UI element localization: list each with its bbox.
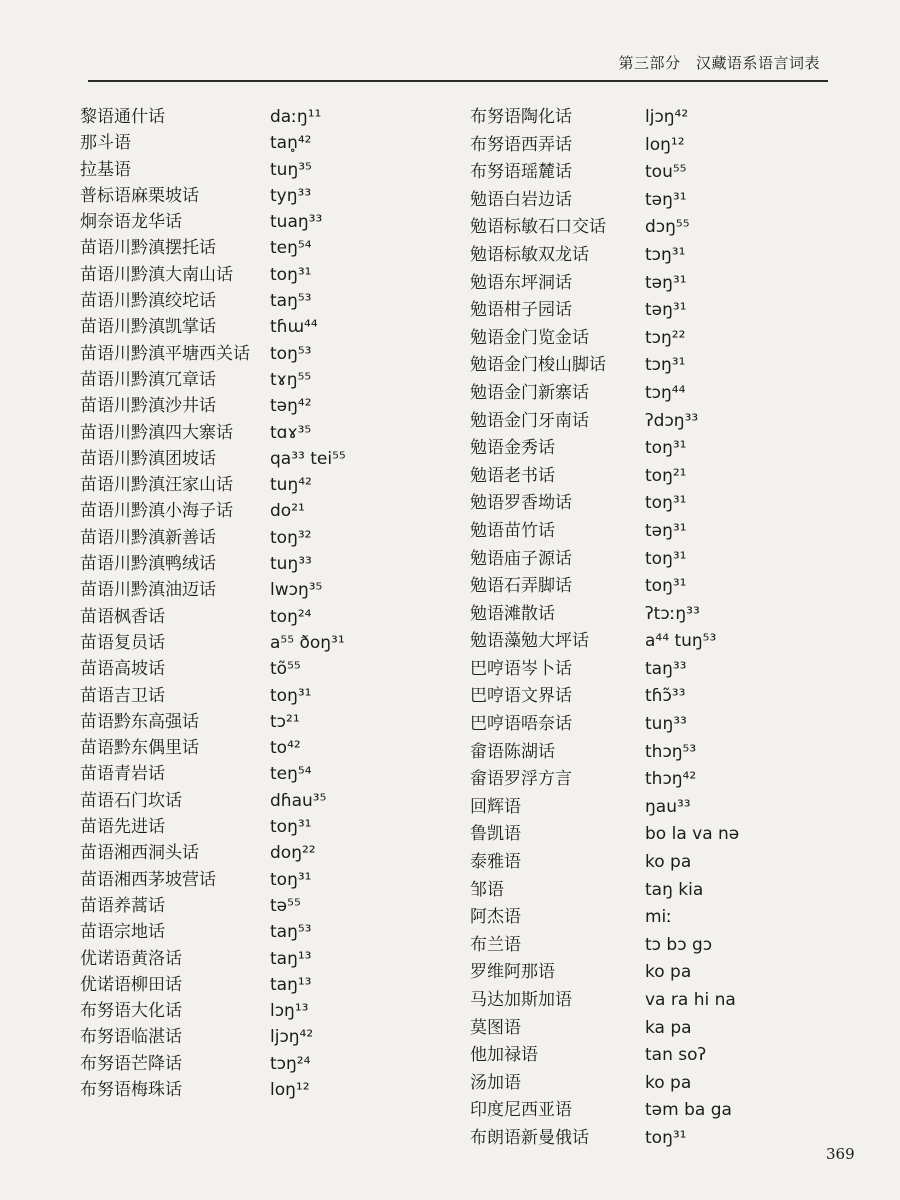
language-name: 苗语川黔滇小海子话 (80, 501, 233, 522)
ipa-transcription: toŋ³¹ (270, 685, 312, 706)
word-entry-row (80, 970, 440, 996)
word-entry-row (80, 339, 440, 365)
language-name: 勉语石弄脚话 (470, 576, 572, 597)
ipa-transcription: toŋ⁵³ (270, 343, 312, 364)
word-entry-row (470, 295, 830, 323)
language-name: 炯奈语龙华话 (80, 212, 182, 233)
language-name: 布努语大化话 (80, 1001, 182, 1022)
language-name: 苗语湘西茅坡营话 (80, 869, 216, 890)
language-name: 阿杰语 (470, 907, 521, 928)
ipa-transcription: taŋ¹³ (270, 948, 312, 969)
language-name: 苗语黔东偶里话 (80, 738, 199, 759)
language-name: 苗语先进话 (80, 817, 165, 838)
language-name: 泰雅语 (470, 852, 521, 873)
running-header: 第三部分 汉藏语系语言词表 (618, 54, 820, 72)
word-entry-row (470, 212, 830, 240)
language-name: 勉语金门梭山脚话 (470, 355, 606, 376)
ipa-transcription: ka pa (645, 1017, 692, 1038)
language-name: 布努语临湛话 (80, 1027, 182, 1048)
word-entry-row (470, 102, 830, 130)
ipa-transcription: a⁵⁵ ðoŋ³¹ (270, 632, 345, 653)
word-entry-row (80, 838, 440, 864)
ipa-transcription: toŋ²⁴ (270, 606, 312, 627)
word-entry-row (80, 681, 440, 707)
language-name: 苗语宗地话 (80, 922, 165, 943)
ipa-transcription: taŋ⁵³ (270, 291, 312, 312)
ipa-transcription: ko pa (645, 1072, 692, 1093)
language-name: 勉语标敏石口交话 (470, 217, 606, 238)
ipa-transcription: tɔ²¹ (270, 711, 300, 732)
word-entry-row (80, 733, 440, 759)
language-name: 布努语瑶麓话 (470, 162, 572, 183)
word-entry-row (470, 350, 830, 378)
ipa-transcription: tyŋ³³ (270, 185, 312, 206)
word-entry-row (80, 575, 440, 601)
word-entry-row (470, 764, 830, 792)
language-name: 勉语柑子园话 (470, 300, 572, 321)
word-entry-row (80, 312, 440, 338)
word-entry-row (80, 470, 440, 496)
ipa-transcription: tuŋ⁴² (270, 475, 312, 496)
word-entry-row (470, 626, 830, 654)
word-entry-row (80, 260, 440, 286)
language-name: 优诺语黄洛话 (80, 948, 182, 969)
word-entry-row (470, 957, 830, 985)
ipa-transcription: toŋ³¹ (270, 869, 312, 890)
ipa-transcription: ljɔŋ⁴² (645, 107, 689, 127)
ipa-transcription: tan̥⁴² (270, 133, 312, 154)
word-entry-row (470, 323, 830, 351)
language-name: 布努语陶化话 (470, 107, 572, 127)
language-name: 布努语西弄话 (470, 134, 572, 155)
word-entry-row (80, 944, 440, 970)
ipa-transcription: toŋ³¹ (270, 264, 312, 285)
ipa-transcription: təŋ³¹ (645, 189, 687, 210)
ipa-transcription: toŋ³¹ (645, 1127, 687, 1148)
ipa-transcription: loŋ¹² (645, 134, 685, 155)
ipa-transcription: qa³³ tei⁵⁵ (270, 448, 346, 469)
language-name: 苗语川黔滇沙井话 (80, 396, 216, 417)
language-name: 勉语庙子源话 (470, 548, 572, 569)
language-name: 苗语黔东高强话 (80, 711, 199, 732)
language-name: 苗语川黔滇大南山话 (80, 264, 233, 285)
language-name: 苗语枫香话 (80, 606, 165, 627)
ipa-transcription: taŋ³³ (645, 658, 687, 679)
word-entry-row (80, 654, 440, 680)
word-entry-row (470, 130, 830, 158)
language-name: 畲语陈湖话 (470, 741, 555, 762)
language-name: 勉语白岩边话 (470, 189, 572, 210)
word-entry-row (80, 602, 440, 628)
language-name: 莫图语 (470, 1017, 521, 1038)
header-rule (88, 80, 828, 82)
language-name: 印度尼西亚语 (470, 1100, 572, 1121)
ipa-transcription: təŋ³¹ (645, 272, 687, 293)
ipa-transcription: taŋ⁵³ (270, 922, 312, 943)
ipa-transcription: təŋ³¹ (645, 520, 687, 541)
ipa-transcription: tɔ bɔ gɔ (645, 934, 713, 955)
word-entry-row (470, 488, 830, 516)
word-entry-row (80, 523, 440, 549)
ipa-transcription: toŋ³¹ (645, 548, 687, 569)
language-name: 汤加语 (470, 1072, 521, 1093)
language-name: 苗语川黔滇冗章话 (80, 369, 216, 390)
ipa-transcription: taŋ¹³ (270, 974, 312, 995)
word-entry-row (80, 1049, 440, 1075)
language-name: 鲁凯语 (470, 824, 521, 845)
language-name: 苗语川黔滇油迈话 (80, 580, 216, 601)
language-name: 罗维阿那语 (470, 962, 555, 983)
language-name: 巴哼语文界话 (470, 686, 572, 707)
ipa-transcription: tõ⁵⁵ (270, 659, 301, 680)
ipa-transcription: tɔŋ³¹ (645, 244, 686, 265)
ipa-transcription: toŋ³¹ (645, 576, 687, 597)
word-entry-row (80, 549, 440, 575)
ipa-transcription: do²¹ (270, 501, 305, 522)
ipa-transcription: tɔŋ⁴⁴ (645, 382, 686, 403)
word-entry-row (80, 444, 440, 470)
word-entry-row (470, 875, 830, 903)
word-entry-row (470, 268, 830, 296)
word-entry-row (470, 157, 830, 185)
language-name: 勉语金门牙南话 (470, 410, 589, 431)
ipa-transcription: dɔŋ⁵⁵ (645, 217, 690, 238)
word-entry-row (470, 1123, 830, 1151)
language-name: 苗语川黔滇平塘西关话 (80, 343, 250, 364)
word-entry-row (80, 181, 440, 207)
language-name: 普标语麻栗坡话 (80, 185, 199, 206)
ipa-transcription: tuŋ³⁵ (270, 159, 312, 180)
language-name: 邹语 (470, 879, 504, 900)
ipa-transcription: tɔŋ³¹ (645, 355, 686, 376)
word-entry-row (470, 709, 830, 737)
word-entry-row (470, 819, 830, 847)
word-entry-row (470, 544, 830, 572)
ipa-transcription: bo la va nə (645, 824, 740, 845)
word-entry-row (80, 365, 440, 391)
ipa-transcription: təŋ³¹ (645, 300, 687, 321)
language-name: 苗语川黔滇摆托话 (80, 238, 216, 259)
language-name: 苗语吉卫话 (80, 685, 165, 706)
language-name: 布兰语 (470, 934, 521, 955)
language-name: 拉基语 (80, 159, 131, 180)
ipa-transcription: tɤŋ⁵⁵ (270, 369, 312, 390)
word-entry-row (470, 654, 830, 682)
ipa-transcription: təm ba ga (645, 1100, 732, 1121)
ipa-transcription: taŋ kia (645, 879, 704, 900)
ipa-transcription: toŋ²¹ (645, 465, 687, 486)
language-name: 勉语金门新寨话 (470, 382, 589, 403)
ipa-transcription: ljɔŋ⁴² (270, 1027, 314, 1048)
word-entry-row (80, 233, 440, 259)
language-name: 优诺语柳田话 (80, 974, 182, 995)
language-name: 勉语藻勉大坪话 (470, 631, 589, 652)
word-entry-row (80, 707, 440, 733)
language-name: 布朗语新曼俄话 (470, 1127, 589, 1148)
ipa-transcription: to⁴² (270, 738, 301, 759)
language-name: 勉语苗竹话 (470, 520, 555, 541)
language-name: 布努语芒降话 (80, 1053, 182, 1074)
ipa-transcription: loŋ¹² (270, 1079, 310, 1100)
ipa-transcription: thɔŋ⁴² (645, 769, 697, 790)
language-name: 勉语金秀话 (470, 438, 555, 459)
ipa-transcription: daːŋ¹¹ (270, 107, 322, 127)
ipa-transcription: doŋ²² (270, 843, 316, 864)
ipa-transcription: dɦau³⁵ (270, 790, 327, 811)
word-entry-row (80, 207, 440, 233)
word-entry-row (80, 812, 440, 838)
word-entry-row (470, 1013, 830, 1041)
ipa-transcription: thɔŋ⁵³ (645, 741, 697, 762)
language-name: 勉语滩散话 (470, 603, 555, 624)
word-entry-row (80, 102, 440, 128)
word-entry-row (470, 185, 830, 213)
word-entry-row (470, 240, 830, 268)
ipa-transcription: va ra hi na (645, 990, 736, 1010)
word-entry-row (470, 1040, 830, 1068)
language-name: 他加禄语 (470, 1045, 538, 1066)
word-entry-row (470, 847, 830, 875)
ipa-transcription: toŋ³¹ (645, 438, 687, 459)
word-entry-row (80, 418, 440, 444)
ipa-transcription: tə⁵⁵ (270, 895, 301, 916)
ipa-transcription: tuaŋ³³ (270, 212, 323, 233)
word-entry-row (80, 865, 440, 891)
ipa-transcription: ko pa (645, 962, 692, 983)
language-name: 苗语复员话 (80, 632, 165, 653)
language-name: 勉语罗香坳话 (470, 493, 572, 514)
word-entry-row (470, 792, 830, 820)
ipa-transcription: teŋ⁵⁴ (270, 238, 312, 259)
language-name: 苗语石门坎话 (80, 790, 182, 811)
word-entry-row (80, 891, 440, 917)
ipa-transcription: tɑɤ³⁵ (270, 422, 312, 443)
word-entry-row (470, 571, 830, 599)
word-entry-row (80, 391, 440, 417)
ipa-transcription: a⁴⁴ tuŋ⁵³ (645, 631, 717, 652)
word-entry-row (470, 461, 830, 489)
language-name: 苗语川黔滇绞坨话 (80, 291, 216, 312)
ipa-transcription: teŋ⁵⁴ (270, 764, 312, 785)
ipa-transcription: toŋ³¹ (270, 817, 312, 838)
ipa-transcription: tɔŋ²² (645, 327, 686, 348)
language-name: 黎语通什话 (80, 107, 165, 127)
language-name: 苗语川黔滇凯掌话 (80, 317, 216, 338)
language-name: 勉语金门览金话 (470, 327, 589, 348)
ipa-transcription: tou⁵⁵ (645, 162, 687, 183)
ipa-transcription: toŋ³¹ (645, 493, 687, 514)
word-entry-row (80, 628, 440, 654)
language-name: 苗语养蒿话 (80, 895, 165, 916)
language-name: 苗语川黔滇鸭绒话 (80, 554, 216, 575)
language-name: 苗语高坡话 (80, 659, 165, 680)
word-entry-row (80, 496, 440, 522)
ipa-transcription: tan soʔ (645, 1045, 707, 1066)
ipa-transcription: ko pa (645, 852, 692, 873)
word-entry-row (470, 433, 830, 461)
ipa-transcription: lwɔŋ³⁵ (270, 580, 323, 601)
language-name: 苗语湘西洞头话 (80, 843, 199, 864)
ipa-transcription: tɦɯ⁴⁴ (270, 317, 318, 338)
word-entry-row (470, 681, 830, 709)
right-word-column (470, 102, 830, 1151)
language-name: 畲语罗浮方言 (470, 769, 572, 790)
language-name: 苗语川黔滇汪家山话 (80, 475, 233, 496)
language-name: 那斗语 (80, 133, 131, 154)
language-name: 勉语老书话 (470, 465, 555, 486)
word-entry-row (80, 759, 440, 785)
language-name: 苗语川黔滇新善话 (80, 527, 216, 548)
ipa-transcription: ʔtɔːŋ³³ (645, 603, 700, 624)
word-entry-row (470, 1068, 830, 1096)
ipa-transcription: miː (645, 907, 673, 928)
language-name: 勉语标敏双龙话 (470, 244, 589, 265)
word-entry-row (80, 155, 440, 181)
ipa-transcription: tuŋ³³ (270, 554, 312, 575)
language-name: 布努语梅珠话 (80, 1079, 182, 1100)
language-name: 苗语川黔滇四大寨话 (80, 422, 233, 443)
ipa-transcription: tɦɔ̃³³ (645, 686, 686, 707)
ipa-transcription: təŋ⁴² (270, 396, 312, 417)
word-entry-row (80, 996, 440, 1022)
word-entry-row (80, 286, 440, 312)
word-entry-row (470, 1095, 830, 1123)
ipa-transcription: ʔdɔŋ³³ (645, 410, 699, 431)
word-entry-row (80, 128, 440, 154)
word-entry-row (80, 1022, 440, 1048)
language-name: 巴哼语唔奈话 (470, 714, 572, 735)
ipa-transcription: lɔŋ¹³ (270, 1001, 309, 1022)
word-entry-row (470, 902, 830, 930)
ipa-transcription: tuŋ³³ (645, 714, 687, 735)
word-entry-row (470, 516, 830, 544)
word-entry-row (470, 930, 830, 958)
language-name: 勉语东坪洞话 (470, 272, 572, 293)
language-name: 回辉语 (470, 796, 521, 817)
ipa-transcription: tɔŋ²⁴ (270, 1053, 311, 1074)
ipa-transcription: toŋ³² (270, 527, 312, 548)
word-entry-row (80, 786, 440, 812)
ipa-transcription: ŋau³³ (645, 796, 691, 817)
language-name: 苗语川黔滇团坡话 (80, 448, 216, 469)
word-entry-row (470, 599, 830, 627)
language-name: 马达加斯加语 (470, 990, 572, 1010)
word-entry-row (80, 917, 440, 943)
word-entry-row (80, 1075, 440, 1101)
word-entry-row (470, 985, 830, 1013)
page-number: 369 (826, 1145, 855, 1163)
language-name: 巴哼语岑卜话 (470, 658, 572, 679)
left-word-column (80, 102, 440, 1101)
word-entry-row (470, 406, 830, 434)
word-entry-row (470, 378, 830, 406)
language-name: 苗语青岩话 (80, 764, 165, 785)
word-entry-row (470, 737, 830, 765)
